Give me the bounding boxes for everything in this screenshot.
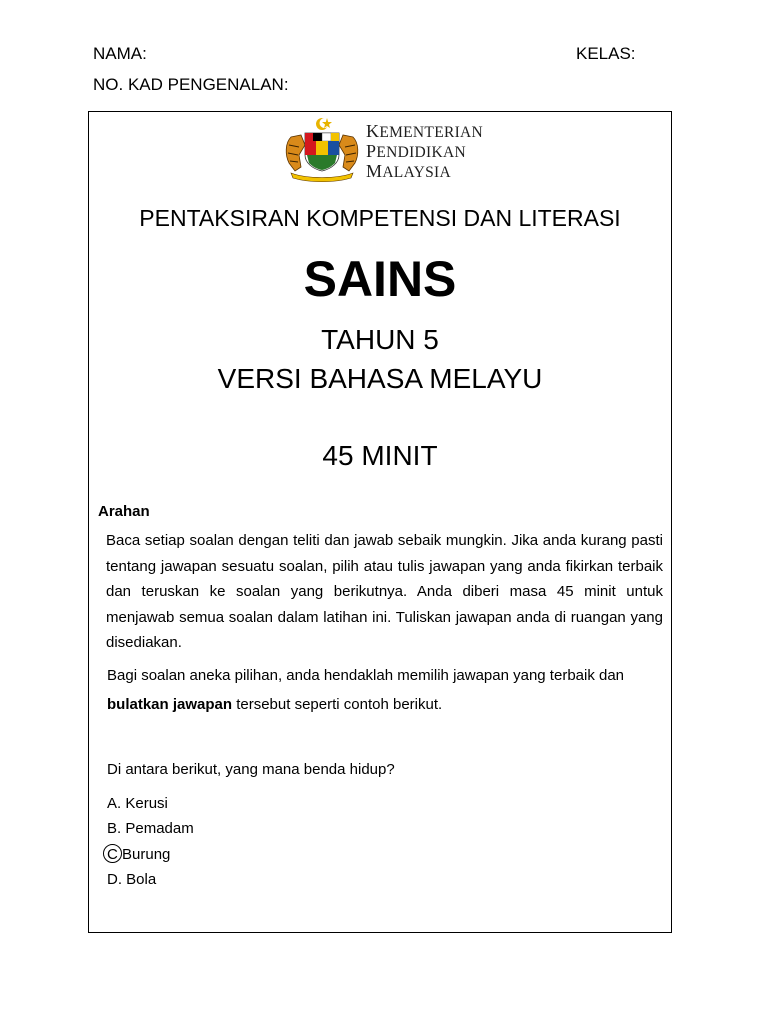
option-letter: D.: [107, 871, 122, 888]
subject-title: SAINS: [303, 251, 457, 307]
version-label: VERSI BAHASA MELAYU: [217, 363, 543, 394]
selected-answer-circle: [103, 844, 122, 863]
option-letter: C: [107, 846, 118, 863]
option-a: [107, 795, 168, 812]
option-b: [107, 820, 194, 837]
year-label: TAHUN 5: [321, 324, 439, 355]
id-card-label: NO. KAD PENGENALAN:: [93, 75, 289, 94]
instruction-end: tersebut seperti contoh berikut.: [232, 696, 443, 713]
ministry-initial-p: P: [366, 141, 377, 161]
instructions-heading: Arahan: [98, 503, 150, 520]
option-text: Kerusi: [125, 795, 168, 812]
option-text: Bola: [126, 871, 157, 888]
option-text: Pemadam: [125, 820, 194, 837]
class-label: KELAS:: [576, 44, 636, 63]
ministry-word-2: ENDIDIKAN: [376, 144, 466, 161]
ministry-word-3: ALAYSIA: [382, 164, 452, 181]
option-letter: B.: [107, 820, 122, 837]
circle-answer-instruction: [107, 696, 442, 713]
multiple-choice-instruction: Bagi soalan aneka pilihan, anda hendaklah memilih jawapan yang terbaik dan: [107, 667, 625, 684]
ministry-word-1: EMENTERIAN: [379, 124, 484, 141]
ministry-initial-m: M: [366, 161, 383, 181]
instructions-paragraph: Baca setiap soalan dengan teliti dan jawab sebaik mungkin. Jika anda kurang pasti tentang jawapan sesuatu soalan, pilih atau tulis jawapan yang anda fikirkan terbaik dan teruskan ke soalan yang berikutnya. Anda diberi masa 45 minit untuk menjawab semua soalan dalam latihan ini. Tuliskan jawapan anda di ruangan yang disediakan.: [106, 532, 663, 651]
option-letter: A.: [107, 795, 122, 812]
bold-phrase: bulatkan jawapan: [107, 696, 233, 713]
example-question: Di antara berikut, yang mana benda hidup?: [107, 761, 395, 778]
assessment-title: PENTAKSIRAN KOMPETENSI DAN LITERASI: [139, 205, 621, 231]
option-d: [107, 871, 156, 888]
cover-frame: [88, 111, 672, 933]
ministry-initial-k: K: [366, 121, 380, 141]
name-label: NAMA:: [93, 44, 147, 63]
option-text: Burung: [122, 846, 171, 863]
ministry-name: [366, 122, 483, 182]
duration-label: 45 MINIT: [322, 440, 438, 471]
